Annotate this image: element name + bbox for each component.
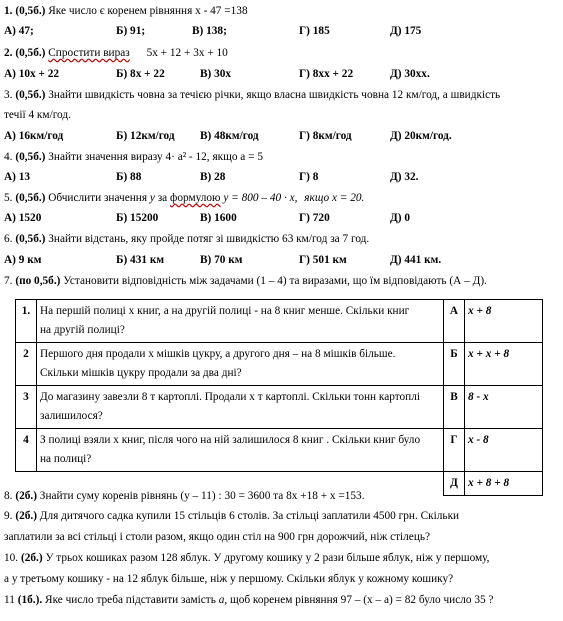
task-text-line2: на другій полиці? [40, 324, 125, 336]
answer-expression: x + 8 [465, 300, 543, 343]
q6-number: 6. [4, 233, 13, 245]
q1-option-c[interactable]: В) 138; [192, 25, 227, 37]
task-text-line2: залишилося? [40, 410, 103, 422]
q5-variable: y [149, 192, 155, 204]
q9-text-line1: Для дитячого садка купили 15 стільців 6 столів. За стільці заплатили 4500 грн. Скільки [39, 510, 460, 522]
question-8 [4, 489, 365, 503]
q10-points: (2б.) [20, 552, 43, 564]
q11-points: (1б.). [17, 594, 43, 606]
q1-number: 1. [4, 5, 13, 17]
q4-points: (0,5б.) [15, 151, 46, 163]
answer-letter: В [444, 386, 465, 429]
q11-number: 11 [4, 594, 15, 606]
q11-text-2: щоб коренем рівняння 97 – (x – a) = 82 було число 35 ? [230, 594, 494, 606]
question-1 [4, 4, 248, 18]
task-text-line1: З полиці взяли x книг, після чого на ній залишилося 8 книг . Скільки книг було [40, 434, 421, 446]
question-2 [4, 46, 228, 60]
answer-expression: x + 8 + 8 [465, 472, 543, 496]
q2-options [0, 67, 563, 81]
task-number: 1. [16, 300, 37, 343]
q6-options [0, 253, 563, 267]
q5-condition: якщо x = 20. [304, 192, 365, 204]
task-text [37, 429, 444, 472]
q8-equations: (y – 11) : 30 = 3600 та 8x +18 + x =153. [180, 490, 365, 502]
q9-text-line2: заплатили за всі стільці і столи разом, якщо один стіл на 900 грн дорожчий, ніж стілець? [4, 531, 431, 543]
q6-text: Знайти відстань, яку пройде потяг зі швидкістю 63 км/год за 7 год. [48, 233, 370, 245]
q4-option-d[interactable]: Г) 8 [299, 171, 319, 183]
q6-points: (0,5б.) [15, 233, 46, 245]
answer-expression: x + x + 8 [465, 343, 543, 386]
answer-expression: x - 8 [465, 429, 543, 472]
task-text-line1: Першого дня продали x мішків цукру, а другого дня – на 8 мішків більше. [40, 348, 396, 360]
q6-option-c[interactable]: В) 70 км [200, 254, 243, 266]
q3-text-line2: течії 4 км/год. [4, 109, 71, 121]
q1-option-d[interactable]: Г) 185 [299, 25, 330, 37]
question-3 [4, 88, 500, 102]
q5-options [0, 211, 563, 225]
q7-text: Установити відповідність між задачами (1 – 4) та виразами, що їм відповідають (А – Д). [63, 275, 487, 287]
answer-letter: Г [444, 429, 465, 472]
question-11 [4, 593, 493, 607]
q1-text: Яке число є коренем рівняння х - 47 =138 [48, 5, 248, 17]
q3-text-line1: Знайти швидкість човна за течією річки, якщо власна швидкість човна 12 км/год, а швидкість [48, 89, 501, 101]
q2-verb: Спростити вираз [48, 47, 130, 59]
q5-text-1: Обчислити значення [48, 192, 148, 204]
q11-text-1: Яке число треба підставити замість [45, 594, 216, 606]
q8-number: 8. [4, 490, 13, 502]
answer-letter: Б [444, 343, 465, 386]
q4-option-e[interactable]: Д) 32. [390, 171, 419, 183]
q4-text: Знайти значення виразу 4· a² - 12, якщо a = 5 [48, 151, 263, 163]
q7-number: 7. [4, 275, 13, 287]
question-5 [4, 191, 364, 205]
q5-text-2: за [157, 192, 168, 204]
task-text-line1: На першій полиці x книг, а на другій полиці - на 8 книг менше. Скільки книг [40, 305, 410, 317]
task-text [37, 343, 444, 386]
q3-points: (0,5б.) [15, 89, 46, 101]
q2-number: 2. [4, 47, 13, 59]
q9-number: 9. [4, 510, 13, 522]
task-text-line2: Скільки мішків цукру продали за два дні? [40, 367, 242, 379]
question-10 [4, 551, 490, 565]
q3-option-d[interactable]: Г) 8км/год [299, 130, 352, 142]
q5-points: (0,5б.) [15, 192, 46, 204]
q3-option-e[interactable]: Д) 20км/год. [390, 130, 452, 142]
answer-expression: 8 - x [465, 386, 543, 429]
q6-option-b[interactable]: Б) 431 км [116, 254, 165, 266]
task-text [37, 300, 444, 343]
task-number: 2 [16, 343, 37, 386]
q10-number: 10. [4, 552, 19, 564]
q2-expression: 5x + 12 + 3x + 10 [146, 47, 228, 59]
q5-option-c[interactable]: В) 1600 [200, 212, 237, 224]
q8-points: (2б.) [15, 490, 37, 502]
task-number: 3 [16, 386, 37, 429]
task-text-line1: До магазину завезли 8 т картоплі. Продали x т картоплі. Скільки тонн картоплі [40, 391, 420, 403]
question-6 [4, 232, 369, 246]
q5-option-d[interactable]: Г) 720 [299, 212, 330, 224]
question-7 [4, 274, 487, 288]
task-number: 4 [16, 429, 37, 472]
q5-option-a[interactable]: А) 1520 [4, 212, 42, 224]
q5-word: формулою [170, 192, 221, 204]
q5-formula: y = 800 – 40 · x, [223, 192, 298, 204]
q1-option-a[interactable]: А) 47; [4, 25, 34, 37]
q3-number: 3. [4, 89, 13, 101]
q2-option-c[interactable]: В) 30x [200, 68, 232, 80]
table-row [16, 386, 543, 429]
q2-option-b[interactable]: Б) 8x + 22 [116, 68, 165, 80]
q2-option-d[interactable]: Г) 8xx + 22 [299, 68, 354, 80]
q2-option-e[interactable]: Д) 30xx. [390, 68, 430, 80]
q1-option-e[interactable]: Д) 175 [390, 25, 422, 37]
q8-text: Знайти суму коренів рівнянь [39, 490, 178, 502]
table-row [16, 429, 543, 472]
q9-points: (2б.) [15, 510, 37, 522]
q3-options [0, 129, 563, 143]
table-row [16, 300, 543, 343]
q3-option-a[interactable]: А) 16км/год [4, 130, 64, 142]
q4-number: 4. [4, 151, 13, 163]
q6-option-a[interactable]: А) 9 км [4, 254, 42, 266]
q5-option-b[interactable]: Б) 15200 [116, 212, 159, 224]
matching-table [15, 299, 543, 496]
q6-option-d[interactable]: Г) 501 км [299, 254, 347, 266]
q5-number: 5. [4, 192, 13, 204]
q4-option-b[interactable]: Б) 88 [116, 171, 142, 183]
q1-options [0, 24, 563, 38]
question-4 [4, 150, 263, 164]
q1-points: (0,5б.) [15, 5, 46, 17]
question-9 [4, 509, 459, 523]
q1-option-b[interactable]: Б) 91; [116, 25, 146, 37]
answer-letter: Д [444, 472, 465, 496]
q6-option-e[interactable]: Д) 441 км. [390, 254, 442, 266]
q4-option-a[interactable]: А) 13 [4, 171, 31, 183]
q10-text-line2: а у третьому кошику - на 12 яблук більше, ніж у першому. Скільки яблук у кожному кошику? [4, 573, 454, 585]
q2-option-a[interactable]: А) 10x + 22 [4, 68, 60, 80]
q5-option-e[interactable]: Д) 0 [390, 212, 411, 224]
task-text-line2: на полиці? [40, 453, 92, 465]
q4-option-c[interactable]: В) 28 [200, 171, 226, 183]
q10-text-line1: У трьох кошиках разом 128 яблук. У другому кошику у 2 рази більше яблук, ніж у першому, [45, 552, 490, 564]
q7-points: (по 0,5б.) [15, 275, 61, 287]
answer-letter: А [444, 300, 465, 343]
task-text [37, 386, 444, 429]
q2-points: (0,5б.) [15, 47, 46, 59]
q4-options [0, 170, 563, 184]
q3-option-c[interactable]: В) 48км/год [200, 130, 259, 142]
q11-variable: a, [218, 594, 228, 606]
table-row [16, 343, 543, 386]
q3-option-b[interactable]: Б) 12км/год [116, 130, 175, 142]
